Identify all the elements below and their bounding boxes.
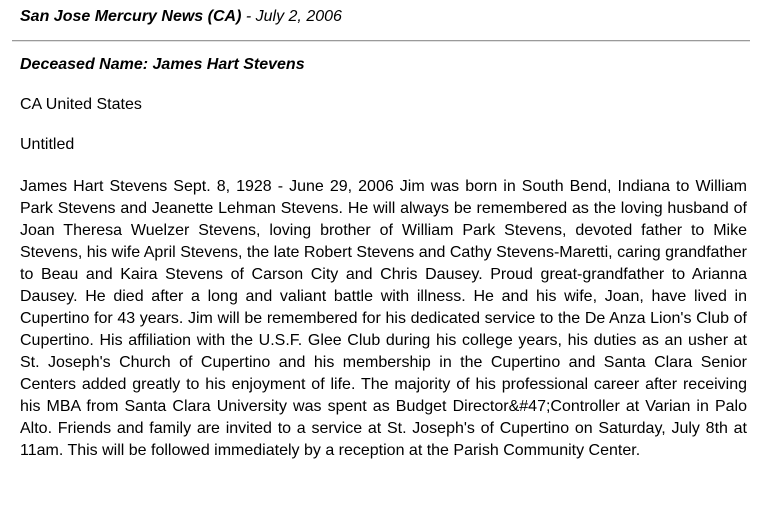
publication-source: San Jose Mercury News (CA) <box>20 8 242 25</box>
publication-header <box>20 8 342 26</box>
date-separator: - <box>241 8 256 25</box>
location-text: CA United States <box>20 96 142 113</box>
deceased-name: Deceased Name: James Hart Stevens <box>20 56 305 73</box>
obituary-body: James Hart Stevens Sept. 8, 1928 - June 29, 2006 Jim was born in South Bend, Indiana to William Park Stevens and Jeanette Lehman Stevens. He will always be remembered as the loving husband of Joan Theresa Wuelzer Stevens, loving brother of William Park Stevens, devoted father to Mike Stevens, his wife April Stevens, the late Robert Stevens and Cathy Stevens-Maretti, caring grandfather to Beau and Kaira Stevens of Carson City and Chris Dausey. Proud great-grandfather to Arianna Dausey. He died after a long and valiant battle with illness. He and his wife, Joan, have lived in Cupertino for 43 years. Jim will be remembered for his dedicated service to the De Anza Lion's Club of Cupertino. His affiliation with the U.S.F. Glee Club during his college years, his duties as an usher at St. Joseph's Church of Cupertino and his membership in the Cupertino and Santa Clara Senior Centers added greatly to his enjoyment of life. The majority of his professional career after receiving his MBA from Santa Clara University was spent as Budget Director&#47;Controller at Varian in Palo Alto. Friends and family are invited to a service at St. Joseph's of Cupertino on Saturday, July 8th at 11am. This will be followed immediately by a reception at the Parish Community Center. <box>20 178 747 459</box>
obituary-title: Untitled <box>20 136 75 153</box>
header-divider <box>12 40 750 42</box>
publication-date: July 2, 2006 <box>255 8 342 25</box>
